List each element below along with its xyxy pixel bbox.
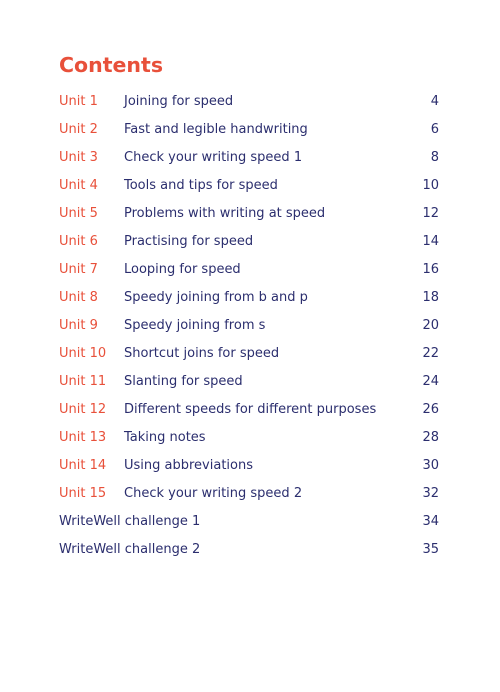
entry-title: Looping for speed xyxy=(124,262,241,277)
unit-label: Unit 13 xyxy=(59,430,107,445)
toc-row-unit-8 xyxy=(59,284,439,312)
entry-title: Slanting for speed xyxy=(124,374,243,389)
toc-row-unit-5 xyxy=(59,200,439,228)
page-number: 28 xyxy=(422,430,439,445)
toc-row-unit-7 xyxy=(59,256,439,284)
toc-row-unit-11 xyxy=(59,368,439,396)
entry-title: Speedy joining from b and p xyxy=(124,290,308,305)
toc-row-unit-14 xyxy=(59,452,439,480)
unit-label: Unit 4 xyxy=(59,178,98,193)
page-number: 35 xyxy=(422,542,439,557)
page-number: 8 xyxy=(430,150,439,165)
table-of-contents xyxy=(59,88,439,564)
entry-title: Shortcut joins for speed xyxy=(124,346,280,361)
unit-label: Unit 15 xyxy=(59,486,107,501)
unit-label: Unit 11 xyxy=(59,374,107,389)
page-number: 10 xyxy=(422,178,439,193)
toc-row-challenge-1 xyxy=(59,508,439,536)
page-number: 14 xyxy=(422,234,439,249)
page-number: 32 xyxy=(422,486,439,501)
entry-title: Speedy joining from s xyxy=(124,318,266,333)
entry-title: Check your writing speed 2 xyxy=(124,486,303,501)
unit-label: Unit 7 xyxy=(59,262,98,277)
toc-row-unit-13 xyxy=(59,424,439,452)
entry-title: Tools and tips for speed xyxy=(124,178,278,193)
entry-title: Joining for speed xyxy=(124,94,234,109)
toc-row-unit-3 xyxy=(59,144,439,172)
unit-label: Unit 6 xyxy=(59,234,98,249)
entry-title: Taking notes xyxy=(124,430,206,445)
page-number: 4 xyxy=(430,94,439,109)
toc-row-challenge-2 xyxy=(59,536,439,564)
unit-label: Unit 10 xyxy=(59,346,107,361)
unit-label: Unit 5 xyxy=(59,206,98,221)
unit-label: Unit 1 xyxy=(59,94,98,109)
toc-row-unit-12 xyxy=(59,396,439,424)
entry-title: Problems with writing at speed xyxy=(124,206,326,221)
page-number: 6 xyxy=(430,122,439,137)
toc-row-unit-4 xyxy=(59,172,439,200)
challenge-title: WriteWell challenge 1 xyxy=(59,514,201,529)
unit-label: Unit 9 xyxy=(59,318,98,333)
unit-label: Unit 12 xyxy=(59,402,107,417)
unit-label: Unit 2 xyxy=(59,122,98,137)
page-number: 34 xyxy=(422,514,439,529)
toc-row-unit-9 xyxy=(59,312,439,340)
toc-row-unit-1 xyxy=(59,88,439,116)
page-number: 30 xyxy=(422,458,439,473)
page-number: 24 xyxy=(422,374,439,389)
entry-title: Using abbreviations xyxy=(124,458,253,473)
unit-label: Unit 3 xyxy=(59,150,98,165)
page-number: 16 xyxy=(422,262,439,277)
toc-row-unit-15 xyxy=(59,480,439,508)
challenge-title: WriteWell challenge 2 xyxy=(59,542,201,557)
entry-title: Practising for speed xyxy=(124,234,254,249)
entry-title: Different speeds for different purposes xyxy=(124,402,377,417)
toc-row-unit-6 xyxy=(59,228,439,256)
unit-label: Unit 8 xyxy=(59,290,98,305)
entry-title: Check your writing speed 1 xyxy=(124,150,303,165)
entry-title: Fast and legible handwriting xyxy=(124,122,308,137)
page-number: 26 xyxy=(422,402,439,417)
page-number: 18 xyxy=(422,290,439,305)
unit-label: Unit 14 xyxy=(59,458,107,473)
page-number: 12 xyxy=(422,206,439,221)
page-number: 22 xyxy=(422,346,439,361)
toc-row-unit-2 xyxy=(59,116,439,144)
page-title: Contents xyxy=(59,53,164,77)
toc-row-unit-10 xyxy=(59,340,439,368)
page-number: 20 xyxy=(422,318,439,333)
